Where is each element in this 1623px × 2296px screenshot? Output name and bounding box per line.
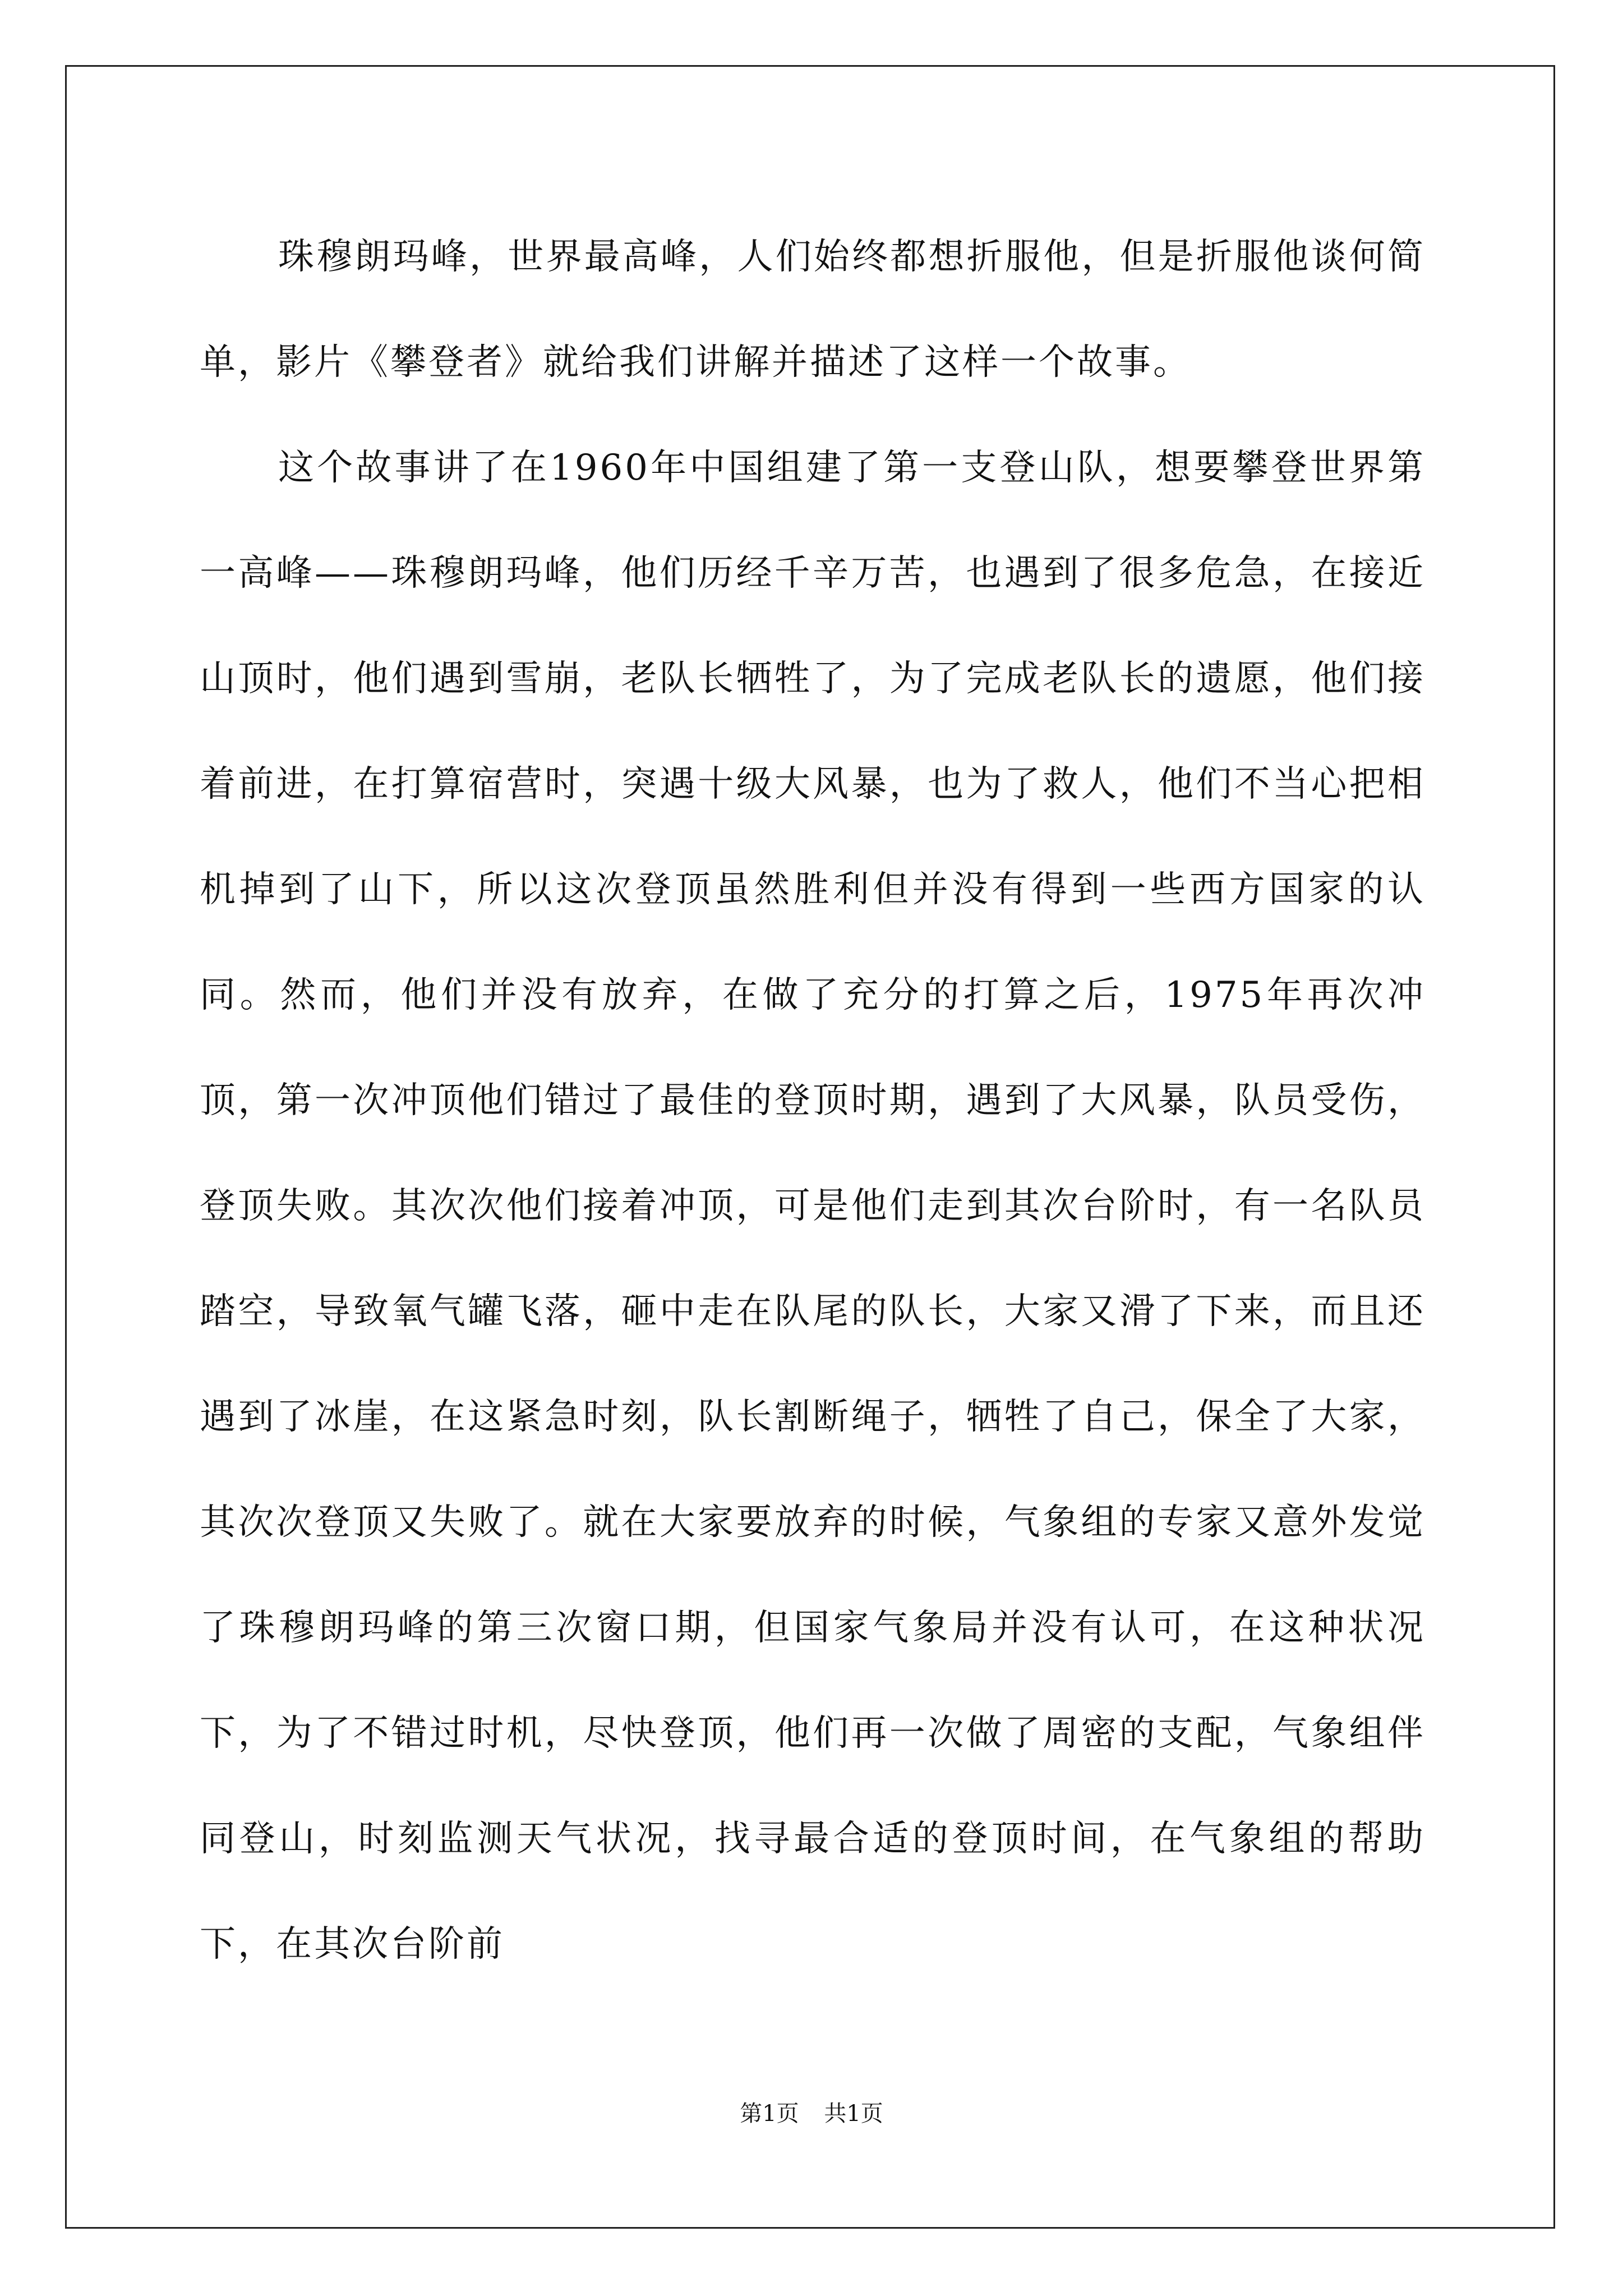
page-footer [0,2096,1623,2128]
total-pages: 共1页 [824,2101,883,2127]
paragraph-intro: 珠穆朗玛峰，世界最高峰，人们始终都想折服他，但是折服他谈何简单，影片《攀登者》就给我们讲解并描述了这样一个故事。 [200,236,1426,383]
paragraph-story: 这个故事讲了在1960年中国组建了第一支登山队，想要攀登世界第一高峰——珠穆朗玛峰，他们历经千辛万苦，也遇到了很多危急，在接近山顶时，他们遇到雪崩，老队长牺牲了，为了完成老队长的遗愿，他们接着前进，在打算宿营时，突遇十级大风暴，也为了救人，他们不当心把相机掉到了山下，所以这次登顶虽然胜利但并没有得到一些西方国家的认同。然而，他们并没有放弃，在做了充分的打算之后，1975年再次冲顶，第一次冲顶他们错过了最佳的登顶时期，遇到了大风暴，队员受伤，登顶失败。其次次他们接着冲顶，可是他们走到其次台阶时，有一名队员踏空，导致氧气罐飞落，砸中走在队尾的队长，大家又滑了下来，而且还遇到了冰崖，在这紧急时刻，队长割断绳子，牺牲了自己，保全了大家，其次次登顶又失败了。就在大家要放弃的时候，气象组的专家又意外发觉了珠穆朗玛峰的第三次窗口期，但国家气象局并没有认可，在这种状况下，为了不错过时机，尽快登顶，他们再一次做了周密的支配，气象组伴同登山，时刻监测天气状况，找寻最合适的登顶时间，在气象组的帮助下，在其次台阶前 [200,447,1426,1965]
document-body [200,204,1426,1997]
page-number: 第1页 [740,2101,799,2127]
